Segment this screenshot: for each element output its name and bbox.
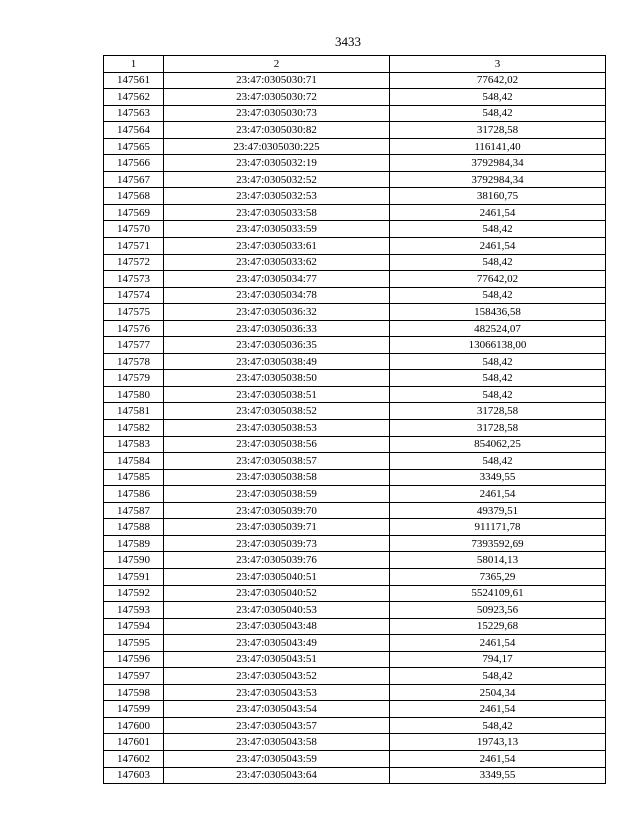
cadastral-number-cell: 23:47:0305032:19 [164, 155, 390, 172]
table-row [104, 750, 606, 767]
table-row [104, 502, 606, 519]
row-number-cell: 147580 [104, 386, 164, 403]
value-cell: 911171,78 [390, 519, 606, 536]
table-row [104, 602, 606, 619]
header-row [104, 56, 606, 73]
table-row [104, 635, 606, 652]
table-row [104, 155, 606, 172]
value-cell: 50923,56 [390, 602, 606, 619]
row-number-cell: 147602 [104, 750, 164, 767]
row-number-cell: 147561 [104, 72, 164, 89]
table-row [104, 420, 606, 437]
value-cell: 2461,54 [390, 750, 606, 767]
table-row [104, 171, 606, 188]
value-cell: 13066138,00 [390, 337, 606, 354]
value-cell: 7365,29 [390, 568, 606, 585]
table-row [104, 701, 606, 718]
value-cell: 19743,13 [390, 734, 606, 751]
cadastral-number-cell: 23:47:0305043:52 [164, 668, 390, 685]
row-number-cell: 147585 [104, 469, 164, 486]
cadastral-number-cell: 23:47:0305043:54 [164, 701, 390, 718]
cadastral-number-cell: 23:47:0305038:59 [164, 486, 390, 503]
table-row [104, 138, 606, 155]
value-cell: 548,42 [390, 386, 606, 403]
value-cell: 548,42 [390, 717, 606, 734]
value-cell: 482524,07 [390, 320, 606, 337]
cadastral-number-cell: 23:47:0305038:57 [164, 453, 390, 470]
row-number-cell: 147593 [104, 602, 164, 619]
cadastral-number-cell: 23:47:0305043:48 [164, 618, 390, 635]
table-row [104, 238, 606, 255]
row-number-cell: 147600 [104, 717, 164, 734]
value-cell: 2504,34 [390, 684, 606, 701]
row-number-cell: 147571 [104, 238, 164, 255]
table-row [104, 436, 606, 453]
value-cell: 49379,51 [390, 502, 606, 519]
row-number-cell: 147576 [104, 320, 164, 337]
table-row [104, 568, 606, 585]
cadastral-number-cell: 23:47:0305038:53 [164, 420, 390, 437]
value-cell: 2461,54 [390, 238, 606, 255]
row-number-cell: 147599 [104, 701, 164, 718]
table-row [104, 287, 606, 304]
cadastral-number-cell: 23:47:0305039:71 [164, 519, 390, 536]
table-row [104, 486, 606, 503]
row-number-cell: 147589 [104, 535, 164, 552]
value-cell: 548,42 [390, 221, 606, 238]
row-number-cell: 147566 [104, 155, 164, 172]
row-number-cell: 147563 [104, 105, 164, 122]
table-row [104, 585, 606, 602]
row-number-cell: 147594 [104, 618, 164, 635]
cadastral-number-cell: 23:47:0305038:58 [164, 469, 390, 486]
table-row [104, 188, 606, 205]
value-cell: 2461,54 [390, 486, 606, 503]
cadastral-number-cell: 23:47:0305043:59 [164, 750, 390, 767]
data-table [103, 55, 606, 784]
cadastral-number-cell: 23:47:0305032:53 [164, 188, 390, 205]
table-row [104, 320, 606, 337]
value-cell: 7393592,69 [390, 535, 606, 552]
cadastral-number-cell: 23:47:0305040:53 [164, 602, 390, 619]
value-cell: 2461,54 [390, 204, 606, 221]
value-cell: 58014,13 [390, 552, 606, 569]
value-cell: 548,42 [390, 287, 606, 304]
table-row [104, 767, 606, 784]
value-cell: 31728,58 [390, 420, 606, 437]
value-cell: 548,42 [390, 254, 606, 271]
row-number-cell: 147596 [104, 651, 164, 668]
table-row [104, 72, 606, 89]
table-row [104, 271, 606, 288]
cadastral-number-cell: 23:47:0305036:32 [164, 304, 390, 321]
row-number-cell: 147579 [104, 370, 164, 387]
table-row [104, 386, 606, 403]
table-row [104, 403, 606, 420]
cadastral-number-cell: 23:47:0305043:49 [164, 635, 390, 652]
cadastral-number-cell: 23:47:0305033:58 [164, 204, 390, 221]
cadastral-number-cell: 23:47:0305043:57 [164, 717, 390, 734]
row-number-cell: 147570 [104, 221, 164, 238]
table-row [104, 221, 606, 238]
table-row [104, 519, 606, 536]
row-number-cell: 147574 [104, 287, 164, 304]
table-row [104, 668, 606, 685]
table-row [104, 254, 606, 271]
value-cell: 158436,58 [390, 304, 606, 321]
value-cell: 794,17 [390, 651, 606, 668]
table-body [104, 72, 606, 784]
row-number-cell: 147572 [104, 254, 164, 271]
row-number-cell: 147584 [104, 453, 164, 470]
value-cell: 38160,75 [390, 188, 606, 205]
table-row [104, 684, 606, 701]
cadastral-number-cell: 23:47:0305038:56 [164, 436, 390, 453]
cadastral-number-cell: 23:47:0305039:76 [164, 552, 390, 569]
value-cell: 2461,54 [390, 635, 606, 652]
table-row [104, 734, 606, 751]
row-number-cell: 147564 [104, 122, 164, 139]
value-cell: 77642,02 [390, 271, 606, 288]
table-row [104, 370, 606, 387]
cadastral-number-cell: 23:47:0305043:53 [164, 684, 390, 701]
cadastral-number-cell: 23:47:0305038:50 [164, 370, 390, 387]
column-header-2: 2 [164, 56, 390, 73]
row-number-cell: 147582 [104, 420, 164, 437]
cadastral-number-cell: 23:47:0305030:71 [164, 72, 390, 89]
row-number-cell: 147591 [104, 568, 164, 585]
row-number-cell: 147583 [104, 436, 164, 453]
value-cell: 548,42 [390, 105, 606, 122]
row-number-cell: 147592 [104, 585, 164, 602]
row-number-cell: 147597 [104, 668, 164, 685]
row-number-cell: 147586 [104, 486, 164, 503]
value-cell: 548,42 [390, 89, 606, 106]
cadastral-number-cell: 23:47:0305039:70 [164, 502, 390, 519]
table-row [104, 651, 606, 668]
cadastral-number-cell: 23:47:0305030:73 [164, 105, 390, 122]
cadastral-number-cell: 23:47:0305043:64 [164, 767, 390, 784]
cadastral-number-cell: 23:47:0305040:51 [164, 568, 390, 585]
cadastral-number-cell: 23:47:0305033:62 [164, 254, 390, 271]
row-number-cell: 147587 [104, 502, 164, 519]
table-row [104, 618, 606, 635]
value-cell: 31728,58 [390, 122, 606, 139]
column-header-1: 1 [104, 56, 164, 73]
page-number: 3433 [335, 34, 361, 49]
value-cell: 548,42 [390, 668, 606, 685]
value-cell: 548,42 [390, 453, 606, 470]
table-row [104, 535, 606, 552]
cadastral-number-cell: 23:47:0305040:52 [164, 585, 390, 602]
value-cell: 15229,68 [390, 618, 606, 635]
cadastral-number-cell: 23:47:0305034:77 [164, 271, 390, 288]
table-header [104, 56, 606, 73]
cadastral-number-cell: 23:47:0305043:58 [164, 734, 390, 751]
table-row [104, 717, 606, 734]
value-cell: 3349,55 [390, 469, 606, 486]
cadastral-number-cell: 23:47:0305034:78 [164, 287, 390, 304]
value-cell: 548,42 [390, 353, 606, 370]
row-number-cell: 147573 [104, 271, 164, 288]
table-row [104, 204, 606, 221]
value-cell: 3792984,34 [390, 171, 606, 188]
row-number-cell: 147578 [104, 353, 164, 370]
row-number-cell: 147577 [104, 337, 164, 354]
cadastral-number-cell: 23:47:0305030:72 [164, 89, 390, 106]
cadastral-number-cell: 23:47:0305043:51 [164, 651, 390, 668]
value-cell: 77642,02 [390, 72, 606, 89]
cadastral-number-cell: 23:47:0305038:49 [164, 353, 390, 370]
table-row [104, 122, 606, 139]
table-row [104, 552, 606, 569]
row-number-cell: 147568 [104, 188, 164, 205]
table-row [104, 89, 606, 106]
cadastral-number-cell: 23:47:0305033:59 [164, 221, 390, 238]
value-cell: 3349,55 [390, 767, 606, 784]
column-header-3: 3 [390, 56, 606, 73]
row-number-cell: 147595 [104, 635, 164, 652]
row-number-cell: 147562 [104, 89, 164, 106]
row-number-cell: 147567 [104, 171, 164, 188]
row-number-cell: 147569 [104, 204, 164, 221]
cadastral-number-cell: 23:47:0305033:61 [164, 238, 390, 255]
value-cell: 116141,40 [390, 138, 606, 155]
row-number-cell: 147575 [104, 304, 164, 321]
table-row [104, 105, 606, 122]
row-number-cell: 147588 [104, 519, 164, 536]
cadastral-number-cell: 23:47:0305030:82 [164, 122, 390, 139]
value-cell: 854062,25 [390, 436, 606, 453]
row-number-cell: 147590 [104, 552, 164, 569]
value-cell: 5524109,61 [390, 585, 606, 602]
row-number-cell: 147565 [104, 138, 164, 155]
cadastral-number-cell: 23:47:0305038:52 [164, 403, 390, 420]
cadastral-number-cell: 23:47:0305030:225 [164, 138, 390, 155]
cadastral-number-cell: 23:47:0305036:35 [164, 337, 390, 354]
table-row [104, 304, 606, 321]
row-number-cell: 147601 [104, 734, 164, 751]
table-row [104, 337, 606, 354]
value-cell: 3792984,34 [390, 155, 606, 172]
value-cell: 548,42 [390, 370, 606, 387]
row-number-cell: 147581 [104, 403, 164, 420]
cadastral-number-cell: 23:47:0305038:51 [164, 386, 390, 403]
row-number-cell: 147598 [104, 684, 164, 701]
table-row [104, 353, 606, 370]
row-number-cell: 147603 [104, 767, 164, 784]
cadastral-number-cell: 23:47:0305039:73 [164, 535, 390, 552]
table-row [104, 453, 606, 470]
cadastral-number-cell: 23:47:0305032:52 [164, 171, 390, 188]
value-cell: 31728,58 [390, 403, 606, 420]
cadastral-number-cell: 23:47:0305036:33 [164, 320, 390, 337]
table-row [104, 469, 606, 486]
value-cell: 2461,54 [390, 701, 606, 718]
